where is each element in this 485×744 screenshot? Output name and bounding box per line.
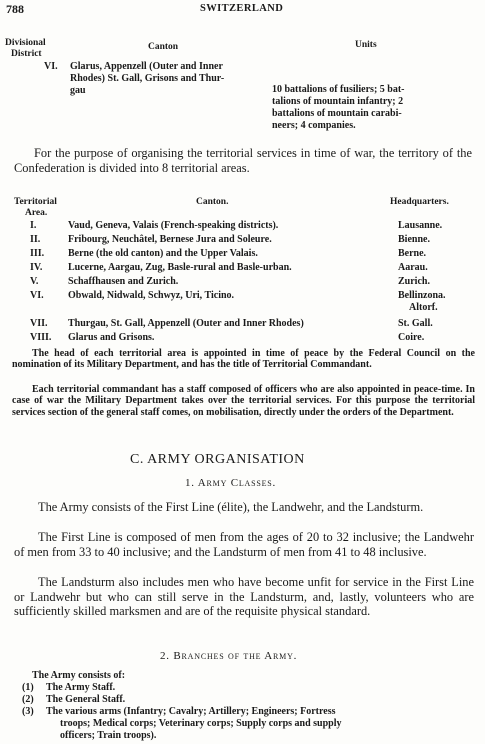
table-row [0,262,485,274]
area-canton: Glarus and Grisons. [68,332,155,343]
units-canton-line: gau [70,85,86,96]
col-header-district-l2: District [11,49,42,59]
area-hq: Coire. [398,332,425,343]
area-hq: Bellinzona. [398,290,446,301]
table-row [0,248,485,260]
area-hq: Altorf. [409,302,438,313]
paragraph-staff: Each territorial commandant has a staff composed of officers who are also appointed in peace-time. In case of war the Military Department takes over the territorial services. For this purpose the territorial services section of the general staff comes, on mobilisation, directly under the orders of the Department. [12,384,475,418]
units-line: 10 battalions of fusiliers; 5 bat- [272,84,405,95]
list-item-number: (1) [22,682,34,693]
area-hq: Bienne. [398,234,430,245]
col-header-area-l1: Territorial [14,197,57,207]
area-number: VII. [30,318,48,329]
area-number: V. [30,276,39,287]
col-header-hq: Headquarters. [390,197,449,207]
area-canton: Thurgau, St. Gall, Appenzell (Outer and Inner Rhodes) [68,318,304,329]
table-row [0,234,485,246]
list-intro: The Army consists of: [32,670,126,681]
list-item: The General Staff. [46,694,126,705]
table-row [0,290,485,302]
area-hq: Aarau. [398,262,428,273]
paragraph-head: The head of each territorial area is appointed in time of peace by the Federal Council on the nomination of its Military Department, and has the title of Territorial Commandant. [12,348,475,371]
page-number: 788 [6,2,24,16]
col-header-district-l1: Divisional [5,38,46,48]
list-item-continuation: troops; Medical corps; Veterinary corps; Supply corps and supply [60,718,342,729]
list-item: The Army Staff. [46,682,116,693]
area-hq: Berne. [398,248,427,259]
area-canton: Berne (the old canton) and the Upper Valais. [68,248,258,259]
area-number: IV. [30,262,43,273]
paragraph-first-line: The First Line is composed of men from the ages of 20 to 32 inclusive; the Landwehr of men from 33 to 40 inclusive; and the Landsturm of men from 41 to 48 inclusive. [14,530,474,559]
table-row [0,318,485,330]
units-line: talions of mountain infantry; 2 [272,96,404,107]
list-item-continuation: officers; Train troops). [60,730,157,741]
area-canton: Obwald, Nidwald, Schwyz, Uri, Ticino. [68,290,235,301]
units-line: neers; 4 companies. [272,120,356,131]
col-header-area-l2: Area. [25,208,48,218]
area-hq: Zurich. [398,276,430,287]
area-canton: Fribourg, Neuchâtel, Bernese Jura and Soleure. [68,234,272,245]
table-row [0,332,485,344]
subsection-title: 2. Branches of the Army. [160,650,298,662]
area-canton: Lucerne, Aargau, Zug, Basle-rural and Basle-urban. [68,262,292,273]
col-header-canton: Canton [148,42,179,52]
col-header-canton: Canton. [196,197,229,207]
subsection-title: 1. Army Classes. [185,477,277,489]
area-number: III. [30,248,45,259]
area-canton: Vaud, Geneva, Valais (French-speaking districts). [68,220,279,231]
units-row-numeral: VI. [44,61,58,72]
running-title: SWITZERLAND [200,3,284,14]
area-number: VIII. [30,332,52,343]
area-hq: St. Gall. [398,318,433,329]
area-number: II. [30,234,41,245]
list-item-number: (3) [22,706,34,717]
units-canton-line: Glarus, Appenzell (Outer and Inner [70,61,223,72]
table-row [0,276,485,288]
area-hq: Lausanne. [398,220,443,231]
paragraph-territorial: For the purpose of organising the territorial services in time of war, the territory of the Confederation is divided into 8 territorial areas. [14,146,472,175]
area-number: I. [30,220,37,231]
units-line: battalions of mountain carabi- [272,108,402,119]
table-row [0,220,485,232]
section-title: C. ARMY ORGANISATION [130,452,305,467]
paragraph-army-classes: The Army consists of the First Line (élite), the Landwehr, and the Landsturm. [38,500,424,514]
col-header-units: Units [355,40,377,50]
table-row [0,302,485,314]
list-item-number: (2) [22,694,34,705]
units-canton-line: Rhodes) St. Gall, Grisons and Thur- [70,73,225,84]
paragraph-landsturm: The Landsturm also includes men who have become unfit for service in the First Line or Landwehr but who can still serve in the Landsturm, and, lastly, volunteers who are sufficiently skilled marksmen and are of the requisite physical standard. [14,575,474,619]
area-number: VI. [30,290,44,301]
list-item: The various arms (Infantry; Cavalry; Artillery; Engineers; Fortress [46,706,336,717]
area-canton: Schaffhausen and Zurich. [68,276,179,287]
